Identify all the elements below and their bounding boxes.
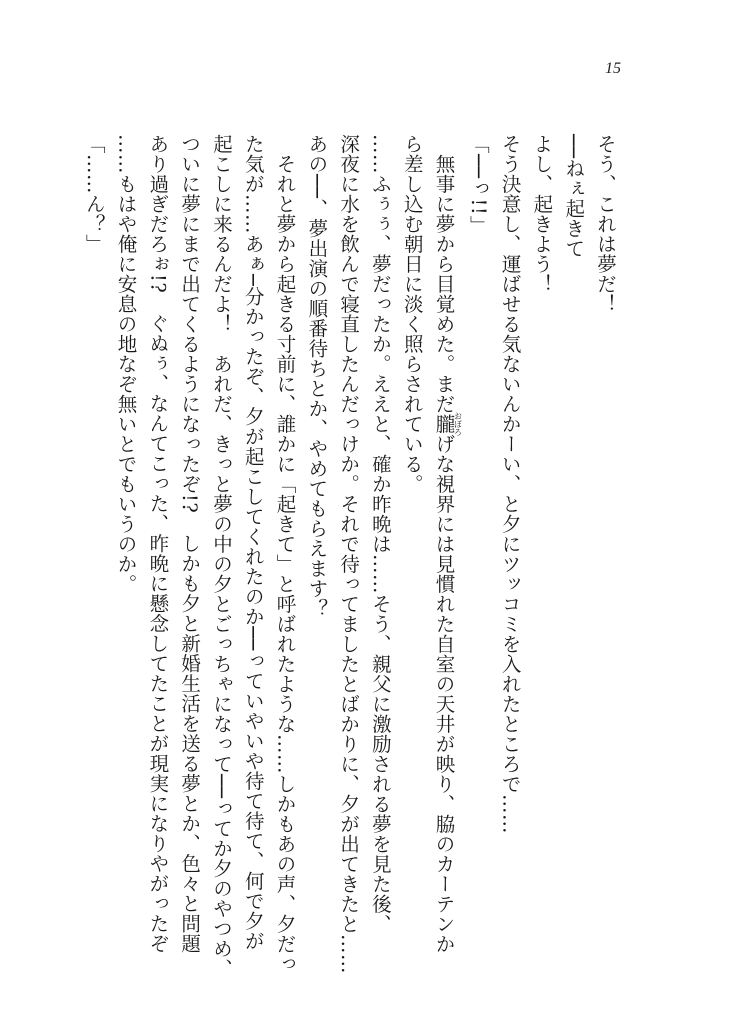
- text-line: あの──、夢出演の順番待ちとか、やめてもらえます？: [305, 134, 329, 619]
- text-line: 「……ん？」: [82, 134, 106, 254]
- ruby-annotation: [432, 412, 463, 436]
- text-line-with-ruby: [428, 134, 463, 954]
- ruby-reading: おぼろ: [453, 412, 463, 436]
- text-line: ら差し込む朝日に淡く照らされている。: [400, 134, 424, 494]
- text-line: あり過ぎだろぉ!? ぐぬぅ、なんてこった、昨晩に懸念してたことが現実になりやがったぞ: [146, 134, 170, 954]
- text-line: ついに夢にまで出てくるようになったぞ!? しかも夕と新婚生活を送る夢とか、色々と問題: [178, 134, 202, 954]
- text-line: ──ねぇ起きて: [562, 134, 586, 259]
- text-line: それと夢から起きる寸前に、誰かに「起きて」と呼ばれたような……しかもあの声、夕だっ: [273, 134, 297, 974]
- text-line: そう、これは夢だ！: [594, 134, 617, 314]
- text-line: 「──っ!!」: [466, 134, 490, 236]
- text-segment: 無事に夢から目覚めた。まだ: [432, 134, 456, 414]
- text-line: 深夜に水を飲んで寝直したんだっけか。それで待ってましたとばかりに、夕が出てきたと……: [337, 134, 361, 974]
- text-line: 起こしに来るんだよ！ あれだ、きっと夢の中の夕とごっちゃになって──ってか夕のやつめ、: [209, 134, 233, 979]
- text-line: よし、起きよう！: [530, 134, 554, 294]
- text-segment: げな視界には見慣れた自室の天井が映り、脇のカーテンか: [432, 434, 456, 954]
- ruby-base: 朧: [432, 412, 456, 436]
- text-line: ……もはや俺に安息の地なぞ無いとでもいうのか。: [114, 134, 138, 594]
- text-line: た気が……あぁ─分かったぞ、夕が起こしてくれたのか──っていやいや待て待て、何で夕が: [241, 134, 265, 951]
- text-line: ……ふぅぅ、夢だったか。ええと、確か昨晩は……そう、親父に激励される夢を見た後、: [368, 134, 392, 934]
- page-number: 15: [605, 60, 621, 77]
- text-line: そう決意し、運ばせる気ないんかーい、と夕にツッコミを入れたところで……: [498, 134, 522, 834]
- vertical-text-body: [78, 134, 621, 979]
